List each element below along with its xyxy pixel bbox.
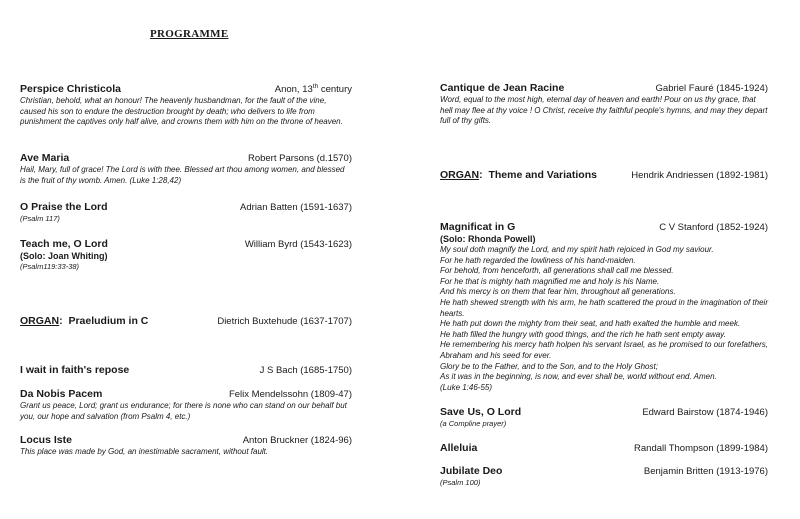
piece-text: Christian, behold, what an honour! The heavenly husbandman, for the fault of the vine, caused his son to endure the destruction brought by death; who delivers to life from punishment the captives only half alive, and crowns them with him on the throne of heaven. [20, 96, 343, 127]
piece-text: Grant us peace, Lord; grant us endurance; for there is none who can stand on our behalf but you, our hope and salvation (from Psalm 4, etc.) [20, 401, 347, 421]
piece-title: Alleluia [440, 442, 478, 454]
organ-label: ORGAN [440, 169, 480, 181]
item-organ-praeludium [20, 313, 352, 328]
magnificat-line: For behold, from henceforth, all generations shall call me blessed. [440, 266, 674, 276]
item-perspice-christicola [20, 80, 352, 128]
item-organ-theme-and-variations [440, 167, 768, 182]
item-da-nobis-pacem [20, 388, 352, 422]
piece-title: Ave Maria [20, 152, 70, 164]
piece-title: Teach me, O Lord [20, 238, 108, 250]
piece-title: Praeludium in C [68, 315, 149, 327]
scripture-ref: (Luke 1:46-55) [440, 382, 493, 392]
item-alleluia [440, 442, 768, 455]
piece-title: Perspice Christicola [20, 83, 121, 96]
composer: Benjamin Britten (1913-1976) [643, 466, 768, 477]
piece-title: Jubilate Deo [440, 465, 503, 477]
piece-title: I wait in faith's repose [20, 364, 130, 376]
composer: Edward Bairstow (1874-1946) [642, 407, 768, 418]
composer: Robert Parsons (d.1570) [247, 153, 352, 164]
piece-title: Da Nobis Pacem [20, 388, 103, 400]
item-cantique-de-jean-racine [440, 82, 768, 127]
item-locus-iste [20, 434, 352, 458]
piece-title: O Praise the Lord [20, 201, 108, 213]
scripture-ref: (a Compline prayer) [440, 419, 507, 428]
item-i-wait-in-faiths-repose [20, 364, 352, 377]
magnificat-line: And his mercy is on them that fear him, throughout all generations. [440, 287, 676, 297]
composer: Anton Bruckner (1824-96) [242, 435, 352, 446]
composer: William Byrd (1543-1623) [244, 239, 352, 250]
composer-century: century [318, 84, 352, 96]
piece-text: Hail, Mary, full of grace! The Lord is with thee. Blessed art thou among women, and blessed is the fruit of thy womb. Amen. (Luke 1:28,42) [20, 165, 345, 185]
item-jubilate-deo [440, 465, 768, 488]
programme-heading: PROGRAMME [150, 28, 229, 40]
item-o-praise-the-lord [20, 201, 352, 224]
scripture-ref: (Psalm 117) [20, 214, 60, 223]
piece-title: Cantique de Jean Racine [440, 82, 565, 94]
piece-text: Word, equal to the most high, eternal day of heaven and earth! Pour on us thy grace, that hell may flee at thy voice ! O Christ, receive thy faithful people's hymns, and may they depart full of thy gifts. [440, 95, 768, 126]
organ-heading: ORGAN: Praeludium in C [20, 315, 149, 327]
composer: Hendrik Andriessen (1892-1981) [631, 170, 768, 181]
piece-text: This place was made by God, an inestimable sacrament, without fault. [20, 447, 269, 456]
magnificat-line: He remembering his mercy hath holpen his servant Israel, as he promised to our forefathers, Abraham and his seed for ever. [440, 340, 768, 360]
item-magnificat-in-g [440, 221, 768, 393]
composer: Adrian Batten (1591-1637) [240, 202, 352, 213]
soloist: (Solo: Rhonda Powell) [440, 234, 536, 244]
piece-title: Theme and Variations [488, 169, 597, 181]
composer: C V Stanford (1852-1924) [659, 222, 768, 233]
organ-label: ORGAN [20, 315, 60, 327]
scripture-ref: (Psalm 100) [440, 478, 481, 487]
composer: Dietrich Buxtehude (1637-1707) [217, 316, 352, 327]
composer: J S Bach (1685-1750) [259, 365, 352, 376]
item-teach-me-o-lord [20, 238, 352, 272]
magnificat-line: My soul doth magnify the Lord, and my spirit hath rejoiced in God my saviour. [440, 245, 714, 254]
composer-name: Anon, 13 [274, 84, 313, 96]
piece-title: Save Us, O Lord [440, 406, 522, 418]
piece-title: Locus Iste [20, 434, 72, 446]
magnificat-line: For he hath regarded the lowliness of his hand-maiden. [440, 255, 636, 265]
composer [275, 80, 352, 96]
scripture-ref: (Psalm119:33-38) [20, 262, 80, 271]
composer-superscript: th [312, 83, 319, 90]
soloist: (Solo: Joan Whiting) [20, 251, 108, 261]
piece-title: Magnificat in G [440, 221, 516, 233]
item-save-us-o-lord [440, 406, 768, 429]
item-ave-maria [20, 152, 352, 186]
composer: Randall Thompson (1899-1984) [634, 443, 768, 454]
magnificat-line: For he that is mighty hath magnified me and holy is his Name. [440, 276, 660, 286]
composer: Felix Mendelssohn (1809-47) [228, 389, 352, 400]
magnificat-line: He hath shewed strength with his arm, he hath scattered the proud in the imagination of their hearts. [440, 297, 768, 318]
right-page [400, 0, 800, 519]
composer: Gabriel Fauré (1845-1924) [655, 83, 768, 94]
magnificat-line: He hath filled the hungry with good things, and the rich he hath sent empty away. [440, 329, 726, 339]
magnificat-line: He hath put down the mighty from their seat, and hath exalted the humble and meek. [440, 319, 741, 329]
magnificat-line: Glory be to the Father, and to the Son, and to the Holy Ghost; [440, 361, 658, 371]
magnificat-line: As it was in the beginning, is now, and ever shall be, world without end. Amen. [440, 372, 717, 382]
organ-heading: ORGAN: Theme and Variations [440, 169, 597, 181]
